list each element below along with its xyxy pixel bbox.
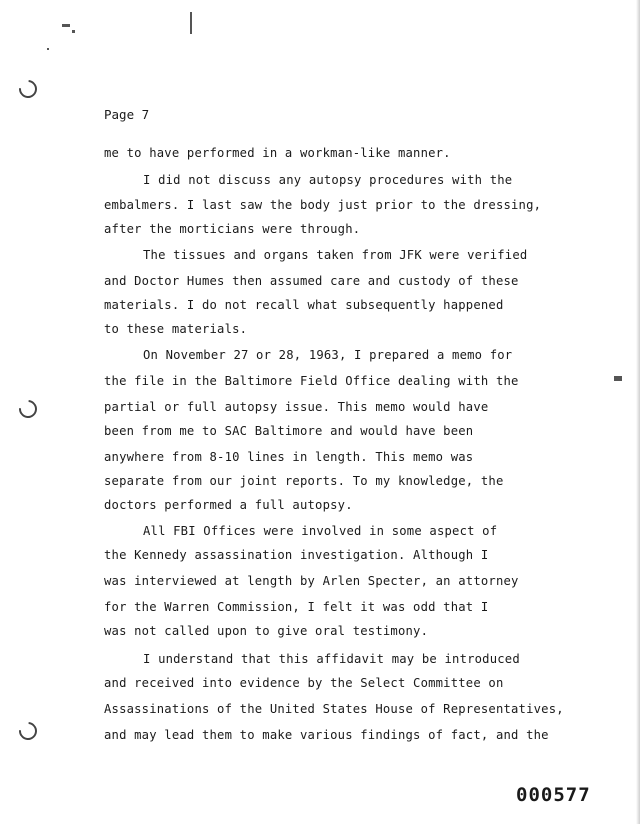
- scan-mark: [62, 24, 70, 27]
- text-line: I did not discuss any autopsy procedures with the: [143, 173, 513, 187]
- text-line: On November 27 or 28, 1963, I prepared a memo for: [143, 348, 513, 362]
- scan-mark: [614, 376, 622, 381]
- text-line: and may lead them to make various findings of fact, and the: [104, 728, 549, 742]
- scan-mark: [190, 12, 192, 34]
- scan-mark: [72, 30, 75, 33]
- text-line: was not called upon to give oral testimony.: [104, 624, 429, 638]
- document-number-stamp: 000577: [516, 784, 591, 806]
- punch-hole-icon: [15, 718, 40, 743]
- text-line: I understand that this affidavit may be introduced: [143, 652, 520, 666]
- page-edge-shadow: [636, 0, 640, 824]
- text-line: the file in the Baltimore Field Office dealing with the: [104, 374, 519, 388]
- text-line: separate from our joint reports. To my knowledge, the: [104, 474, 504, 488]
- text-line: doctors performed a full autopsy.: [104, 498, 353, 512]
- punch-hole-icon: [15, 396, 40, 421]
- text-line: the Kennedy assassination investigation. Although I: [104, 548, 489, 562]
- text-line: materials. I do not recall what subsequently happened: [104, 298, 504, 312]
- text-line: The tissues and organs taken from JFK were verified: [143, 248, 528, 262]
- punch-hole-icon: [15, 76, 40, 101]
- text-line: was interviewed at length by Arlen Specter, an attorney: [104, 574, 519, 588]
- text-line: and received into evidence by the Select Committee on: [104, 676, 504, 690]
- text-line: anywhere from 8-10 lines in length. This memo was: [104, 450, 474, 464]
- text-line: been from me to SAC Baltimore and would have been: [104, 424, 474, 438]
- text-line: partial or full autopsy issue. This memo would have: [104, 400, 489, 414]
- text-line: All FBI Offices were involved in some aspect of: [143, 524, 498, 538]
- text-line: and Doctor Humes then assumed care and custody of these: [104, 274, 519, 288]
- text-line: after the morticians were through.: [104, 222, 361, 236]
- text-line: for the Warren Commission, I felt it was odd that I: [104, 600, 489, 614]
- scan-mark: [47, 48, 49, 50]
- text-line: to these materials.: [104, 322, 248, 336]
- text-line: Assassinations of the United States House of Representatives,: [104, 702, 564, 716]
- text-line: embalmers. I last saw the body just prior to the dressing,: [104, 198, 542, 212]
- text-line: me to have performed in a workman-like manner.: [104, 146, 451, 160]
- page-number: Page 7: [104, 107, 150, 122]
